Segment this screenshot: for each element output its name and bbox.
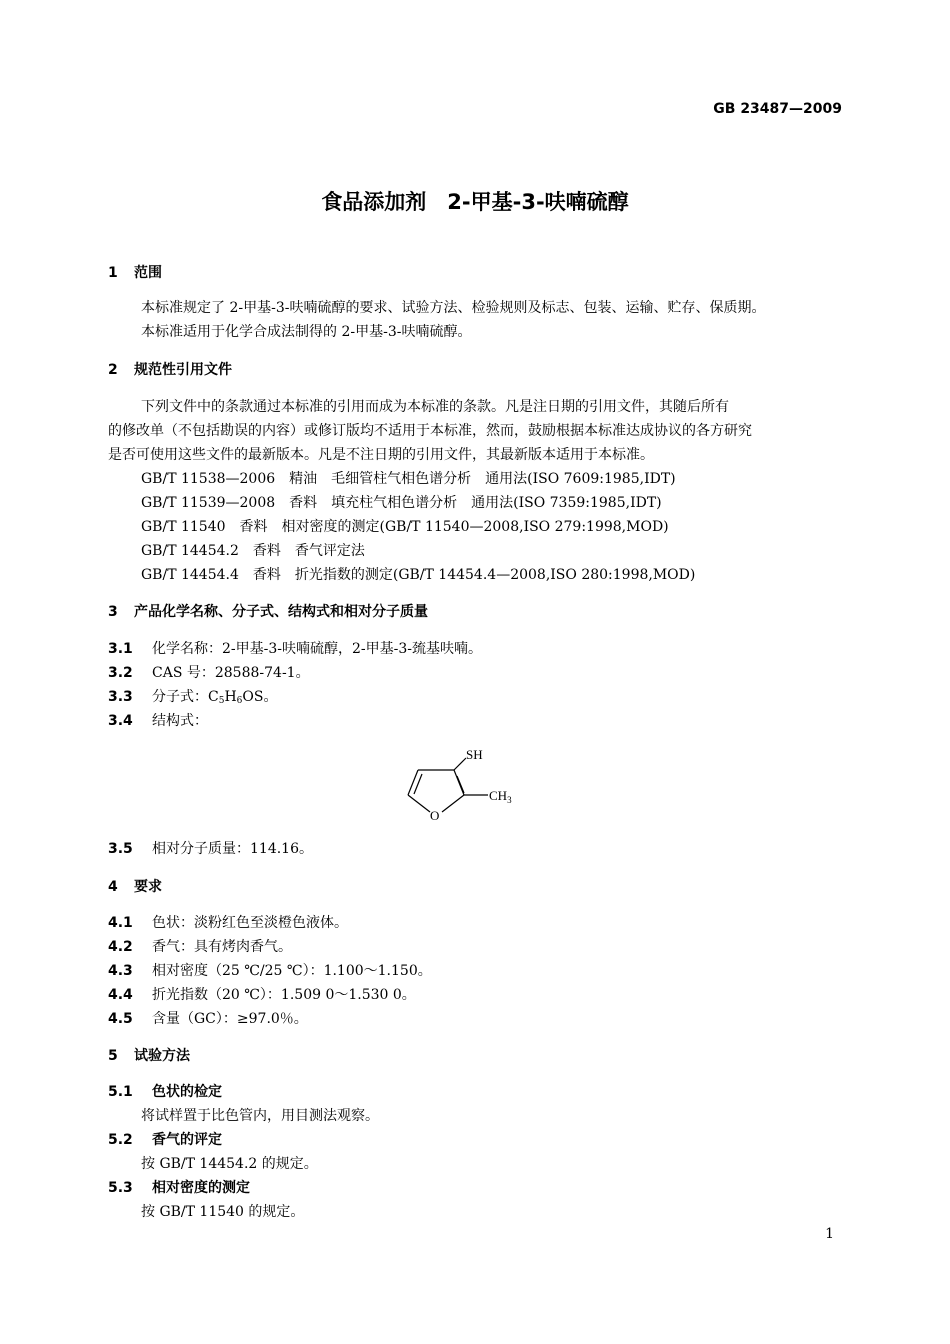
clause-number: 5.3 [108,1180,133,1196]
sh-group-label: SH [466,747,483,762]
clause-4-2 [108,936,292,956]
section-title: 要求 [134,879,162,895]
clause-text: 色状：淡粉红色至淡橙色液体。 [152,915,348,931]
clause-3-1 [108,638,482,658]
clause-number: 3.3 [108,689,133,705]
page-number: 1 [825,1226,834,1242]
subsection-5-2-heading [108,1129,222,1149]
section-2-paragraph: 的修改单（不包括勘误的内容）或修订版均不适用于本标准，然而，鼓励根据本标准达成协议的各方研究 [108,423,752,439]
section-title: 规范性引用文件 [134,362,232,378]
section-title: 范围 [134,265,162,281]
clause-3-3 [108,686,277,706]
formula-subscript: 5 [218,696,225,706]
clause-text: 含量（GC）：≥97.0％。 [152,1011,308,1027]
section-5-heading [108,1045,190,1065]
subsection-5-1-text: 将试样置于比色管内，用目测法观察。 [141,1108,379,1124]
clause-number: 4.1 [108,915,133,931]
clause-3-5 [108,838,313,858]
section-1-heading [108,262,162,282]
clause-text: 结构式： [152,713,208,729]
reference-item: GB/T 14454.2 香料 香气评定法 [141,543,365,559]
section-2-paragraph: 是否可使用这些文件的最新版本。凡是不注日期的引用文件，其最新版本适用于本标准。 [108,447,654,463]
section-number: 3 [108,604,118,620]
furan-ring [408,758,488,812]
subsection-title: 香气的评定 [152,1132,222,1148]
section-number: 4 [108,879,118,895]
clause-number: 4.3 [108,963,133,979]
clause-text: 相对密度（25 ℃/25 ℃）：1.100～1.150。 [152,963,432,979]
section-number: 1 [108,265,118,281]
clause-number: 3.4 [108,713,133,729]
section-2-heading [108,359,232,379]
section-title: 试验方法 [134,1048,190,1064]
methyl-group-label: $CH_3$ [489,788,512,805]
clause-number: 3.1 [108,641,133,657]
subsection-5-2-text: 按 GB/T 14454.2 的规定。 [141,1156,318,1172]
clause-number: 3.5 [108,841,133,857]
reference-item: GB/T 11538—2006 精油 毛细管柱气相色谱分析 通用法(ISO 7609:1985,IDT) [141,471,676,487]
clause-number: 4.2 [108,939,133,955]
subsection-title: 色状的检定 [152,1084,222,1100]
reference-item: GB/T 11539—2008 香料 填充柱气相色谱分析 通用法(ISO 7359:1985,IDT) [141,495,662,511]
clause-number: 4.5 [108,1011,133,1027]
subsection-title: 相对密度的测定 [152,1180,250,1196]
document-title: 食品添加剂 2-甲基-3-呋喃硫醇 [321,190,629,214]
clause-text: CAS 号：28588-74-1。 [152,665,310,681]
clause-text: 香气：具有烤肉香气。 [152,939,292,955]
clause-number: 3.2 [108,665,133,681]
clause-4-5 [108,1008,308,1028]
clause-4-3 [108,960,432,980]
standard-number: GB 23487—2009 [713,101,842,117]
clause-4-1 [108,912,348,932]
clause-4-4 [108,984,416,1004]
section-1-paragraph: 本标准适用于化学合成法制得的 2-甲基-3-呋喃硫醇。 [141,324,472,340]
reference-item: GB/T 11540 香料 相对密度的测定(GB/T 11540—2008,ISO 279:1998,MOD) [141,519,669,535]
reference-item: GB/T 14454.4 香料 折光指数的测定(GB/T 14454.4—2008,ISO 280:1998,MOD) [141,567,696,583]
structural-formula [396,740,536,830]
clause-3-2 [108,662,310,682]
section-3-heading [108,601,428,621]
subsection-5-1-heading [108,1081,222,1101]
section-2-paragraph: 下列文件中的条款通过本标准的引用而成为本标准的条款。凡是注日期的引用文件，其随后所有 [141,399,729,415]
clause-text: 化学名称：2-甲基-3-呋喃硫醇，2-甲基-3-巯基呋喃。 [152,641,483,657]
section-4-heading [108,876,162,896]
formula-prefix: 分子式：C [152,689,219,705]
section-number: 2 [108,362,118,378]
formula-subscript: 6 [236,696,243,706]
clause-number: 4.4 [108,987,133,1003]
formula-suffix: OS。 [242,689,278,705]
formula-mid: H [224,689,237,705]
section-title: 产品化学名称、分子式、结构式和相对分子质量 [134,604,428,620]
clause-text: 相对分子质量：114.16。 [152,841,313,857]
subsection-5-3-text: 按 GB/T 11540 的规定。 [141,1204,305,1220]
clause-text: 折光指数（20 ℃）：1.509 0～1.530 0。 [152,987,416,1003]
clause-number: 5.2 [108,1132,133,1148]
clause-3-4 [108,710,208,730]
oxygen-atom-label: O [430,808,440,823]
section-1-paragraph: 本标准规定了 2-甲基-3-呋喃硫醇的要求、试验方法、检验规则及标志、包装、运输、贮存、保质期。 [141,300,766,316]
clause-number: 5.1 [108,1084,133,1100]
section-number: 5 [108,1048,118,1064]
subsection-5-3-heading [108,1177,250,1197]
